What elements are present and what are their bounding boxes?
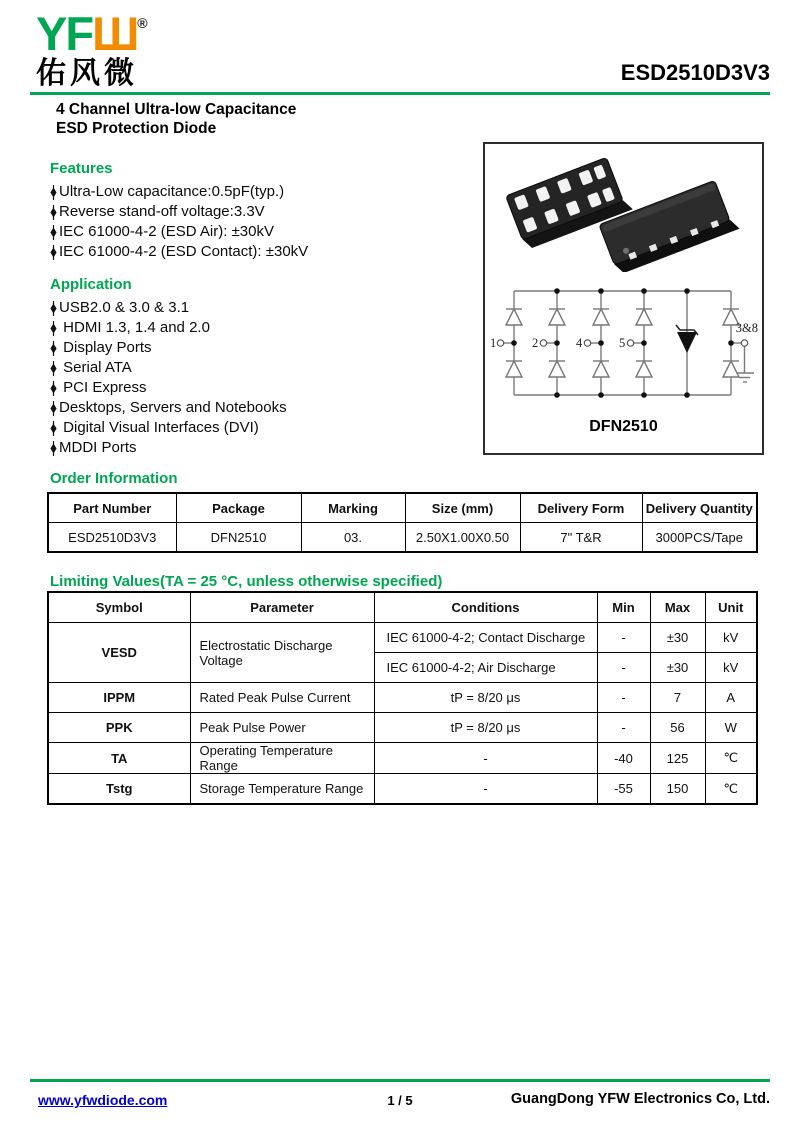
- cell-min: -: [597, 713, 650, 743]
- cell-unit: ℃: [705, 774, 757, 805]
- list-item: [50, 298, 470, 318]
- order-information-heading: Order Information: [50, 470, 178, 487]
- column-header-size: Size (mm): [405, 493, 520, 523]
- diamond-bullet-icon: [50, 245, 57, 260]
- cell-conditions: tP = 8/20 μs: [374, 683, 597, 713]
- list-item: [50, 398, 470, 418]
- cell-parameter: Storage Temperature Range: [190, 774, 374, 805]
- list-item: [50, 182, 470, 202]
- pin-label-1: 1: [489, 336, 496, 350]
- pin-label-4: 4: [575, 336, 582, 350]
- feature-item-label: IEC 61000-4-2 (ESD Air): ±30kV: [59, 223, 274, 240]
- cell-delivery-quantity: 3000PCS/Tape: [642, 523, 757, 553]
- column-header-unit: Unit: [705, 592, 757, 623]
- table-header-row: [48, 493, 757, 523]
- diamond-bullet-icon: [50, 421, 57, 436]
- company-name: GuangDong YFW Electronics Co, Ltd.: [510, 1091, 770, 1107]
- cell-conditions: IEC 61000-4-2; Air Discharge: [374, 653, 597, 683]
- column-header-conditions: Conditions: [374, 592, 597, 623]
- feature-item-label: Reverse stand-off voltage:3.3V: [59, 203, 265, 220]
- application-item-label: Serial ATA: [59, 359, 132, 376]
- column-header-delivery-form: Delivery Form: [520, 493, 642, 523]
- pin-label-5: 5: [618, 336, 625, 350]
- application-item-label: MDDI Ports: [59, 439, 137, 456]
- list-item: [50, 202, 470, 222]
- table-row: [48, 523, 757, 553]
- column-header-parameter: Parameter: [190, 592, 374, 623]
- pin-label-3-8: 3&8: [735, 321, 758, 335]
- order-information-table-wrap: [47, 492, 758, 553]
- list-item: [50, 378, 470, 398]
- column-header-part-number: Part Number: [48, 493, 176, 523]
- cell-part-number: ESD2510D3V3: [48, 523, 176, 553]
- cell-unit: ℃: [705, 743, 757, 774]
- cell-parameter: Electrostatic Discharge Voltage: [190, 623, 374, 683]
- diamond-bullet-icon: [50, 361, 57, 376]
- cell-unit: A: [705, 683, 757, 713]
- application-heading: Application: [50, 276, 132, 293]
- column-header-marking: Marking: [301, 493, 405, 523]
- list-item: [50, 438, 470, 458]
- title-line1: 4 Channel Ultra-low Capacitance: [56, 101, 297, 118]
- cell-symbol: TA: [48, 743, 190, 774]
- list-item: [50, 242, 470, 262]
- limiting-values-table: [47, 591, 758, 805]
- cell-unit: kV: [705, 653, 757, 683]
- cell-conditions: -: [374, 743, 597, 774]
- features-heading: Features: [50, 160, 113, 177]
- cell-package: DFN2510: [176, 523, 301, 553]
- document-title: [56, 100, 296, 138]
- diamond-bullet-icon: [50, 381, 57, 396]
- page-indicator: 1 / 5: [387, 1093, 413, 1108]
- title-line2: ESD Protection Diode: [56, 120, 217, 137]
- cell-unit: kV: [705, 623, 757, 653]
- cell-min: -: [597, 623, 650, 653]
- cell-parameter: Rated Peak Pulse Current: [190, 683, 374, 713]
- table-row: [48, 623, 757, 653]
- feature-item-label: IEC 61000-4-2 (ESD Contact): ±30kV: [59, 243, 309, 260]
- cell-marking: 03.: [301, 523, 405, 553]
- application-item-label: USB2.0 & 3.0 & 3.1: [59, 299, 190, 316]
- header-divider: [30, 92, 770, 95]
- features-section: [50, 160, 470, 262]
- company-logo: [36, 7, 148, 90]
- cell-min: -55: [597, 774, 650, 805]
- cell-symbol: VESD: [48, 623, 190, 683]
- cell-unit: W: [705, 713, 757, 743]
- diamond-bullet-icon: [50, 401, 57, 416]
- list-item: [50, 318, 470, 338]
- cell-symbol: PPK: [48, 713, 190, 743]
- cell-min: -: [597, 653, 650, 683]
- footer-divider: [30, 1079, 770, 1082]
- column-header-max: Max: [650, 592, 705, 623]
- cell-min: -: [597, 683, 650, 713]
- circuit-diagram: [489, 281, 759, 411]
- logo-chinese-name: 佑风微: [36, 57, 138, 90]
- logo-wordmark: [36, 7, 148, 60]
- application-item-label: Digital Visual Interfaces (DVI): [59, 419, 259, 436]
- diamond-bullet-icon: [50, 441, 57, 456]
- cell-max: ±30: [650, 653, 705, 683]
- cell-symbol: Tstg: [48, 774, 190, 805]
- cell-min: -40: [597, 743, 650, 774]
- limiting-values-heading: Limiting Values(TA = 25 °C, unless otherwise specified): [50, 573, 443, 590]
- column-header-symbol: Symbol: [48, 592, 190, 623]
- diamond-bullet-icon: [50, 301, 57, 316]
- cell-max: 125: [650, 743, 705, 774]
- logo-w-glyph: Ш: [92, 7, 138, 60]
- list-item: [50, 418, 470, 438]
- part-number: ESD2510D3V3: [620, 60, 770, 85]
- application-item-label: HDMI 1.3, 1.4 and 2.0: [59, 319, 210, 336]
- cell-max: ±30: [650, 623, 705, 653]
- cell-max: 56: [650, 713, 705, 743]
- table-row: [48, 774, 757, 805]
- cell-max: 150: [650, 774, 705, 805]
- logo-yf-text: YF: [36, 7, 93, 60]
- cell-conditions: tP = 8/20 μs: [374, 713, 597, 743]
- pin-label-2: 2: [531, 336, 538, 350]
- diamond-bullet-icon: [50, 321, 57, 336]
- application-item-label: PCI Express: [59, 379, 147, 396]
- cell-parameter: Peak Pulse Power: [190, 713, 374, 743]
- cell-symbol: IPPM: [48, 683, 190, 713]
- diamond-bullet-icon: [50, 185, 57, 200]
- application-item-label: Desktops, Servers and Notebooks: [59, 399, 287, 416]
- cell-size: 2.50X1.00X0.50: [405, 523, 520, 553]
- list-item: [50, 358, 470, 378]
- column-header-min: Min: [597, 592, 650, 623]
- website-link[interactable]: www.yfwdiode.com: [38, 1092, 168, 1108]
- table-row: [48, 683, 757, 713]
- package-photo: [499, 150, 749, 272]
- package-figure-box: [483, 142, 764, 455]
- registered-trademark-icon: ®: [137, 15, 148, 31]
- list-item: [50, 222, 470, 242]
- cell-conditions: IEC 61000-4-2; Contact Discharge: [374, 623, 597, 653]
- package-name-label: DFN2510: [589, 418, 658, 435]
- order-information-table: [47, 492, 758, 553]
- cell-delivery-form: 7" T&R: [520, 523, 642, 553]
- zener-diode-symbol: [677, 332, 697, 353]
- diamond-bullet-icon: [50, 225, 57, 240]
- cell-conditions: -: [374, 774, 597, 805]
- table-row: [48, 743, 757, 774]
- diamond-bullet-icon: [50, 205, 57, 220]
- table-header-row: [48, 592, 757, 623]
- cell-max: 7: [650, 683, 705, 713]
- column-header-delivery-quantity: Delivery Quantity: [642, 493, 757, 523]
- limiting-values-table-wrap: [47, 591, 758, 805]
- application-section: [50, 276, 470, 458]
- table-row: [48, 713, 757, 743]
- cell-parameter: Operating Temperature Range: [190, 743, 374, 774]
- column-header-package: Package: [176, 493, 301, 523]
- application-item-label: Display Ports: [59, 339, 152, 356]
- diamond-bullet-icon: [50, 341, 57, 356]
- feature-item-label: Ultra-Low capacitance:0.5pF(typ.): [59, 183, 285, 200]
- list-item: [50, 338, 470, 358]
